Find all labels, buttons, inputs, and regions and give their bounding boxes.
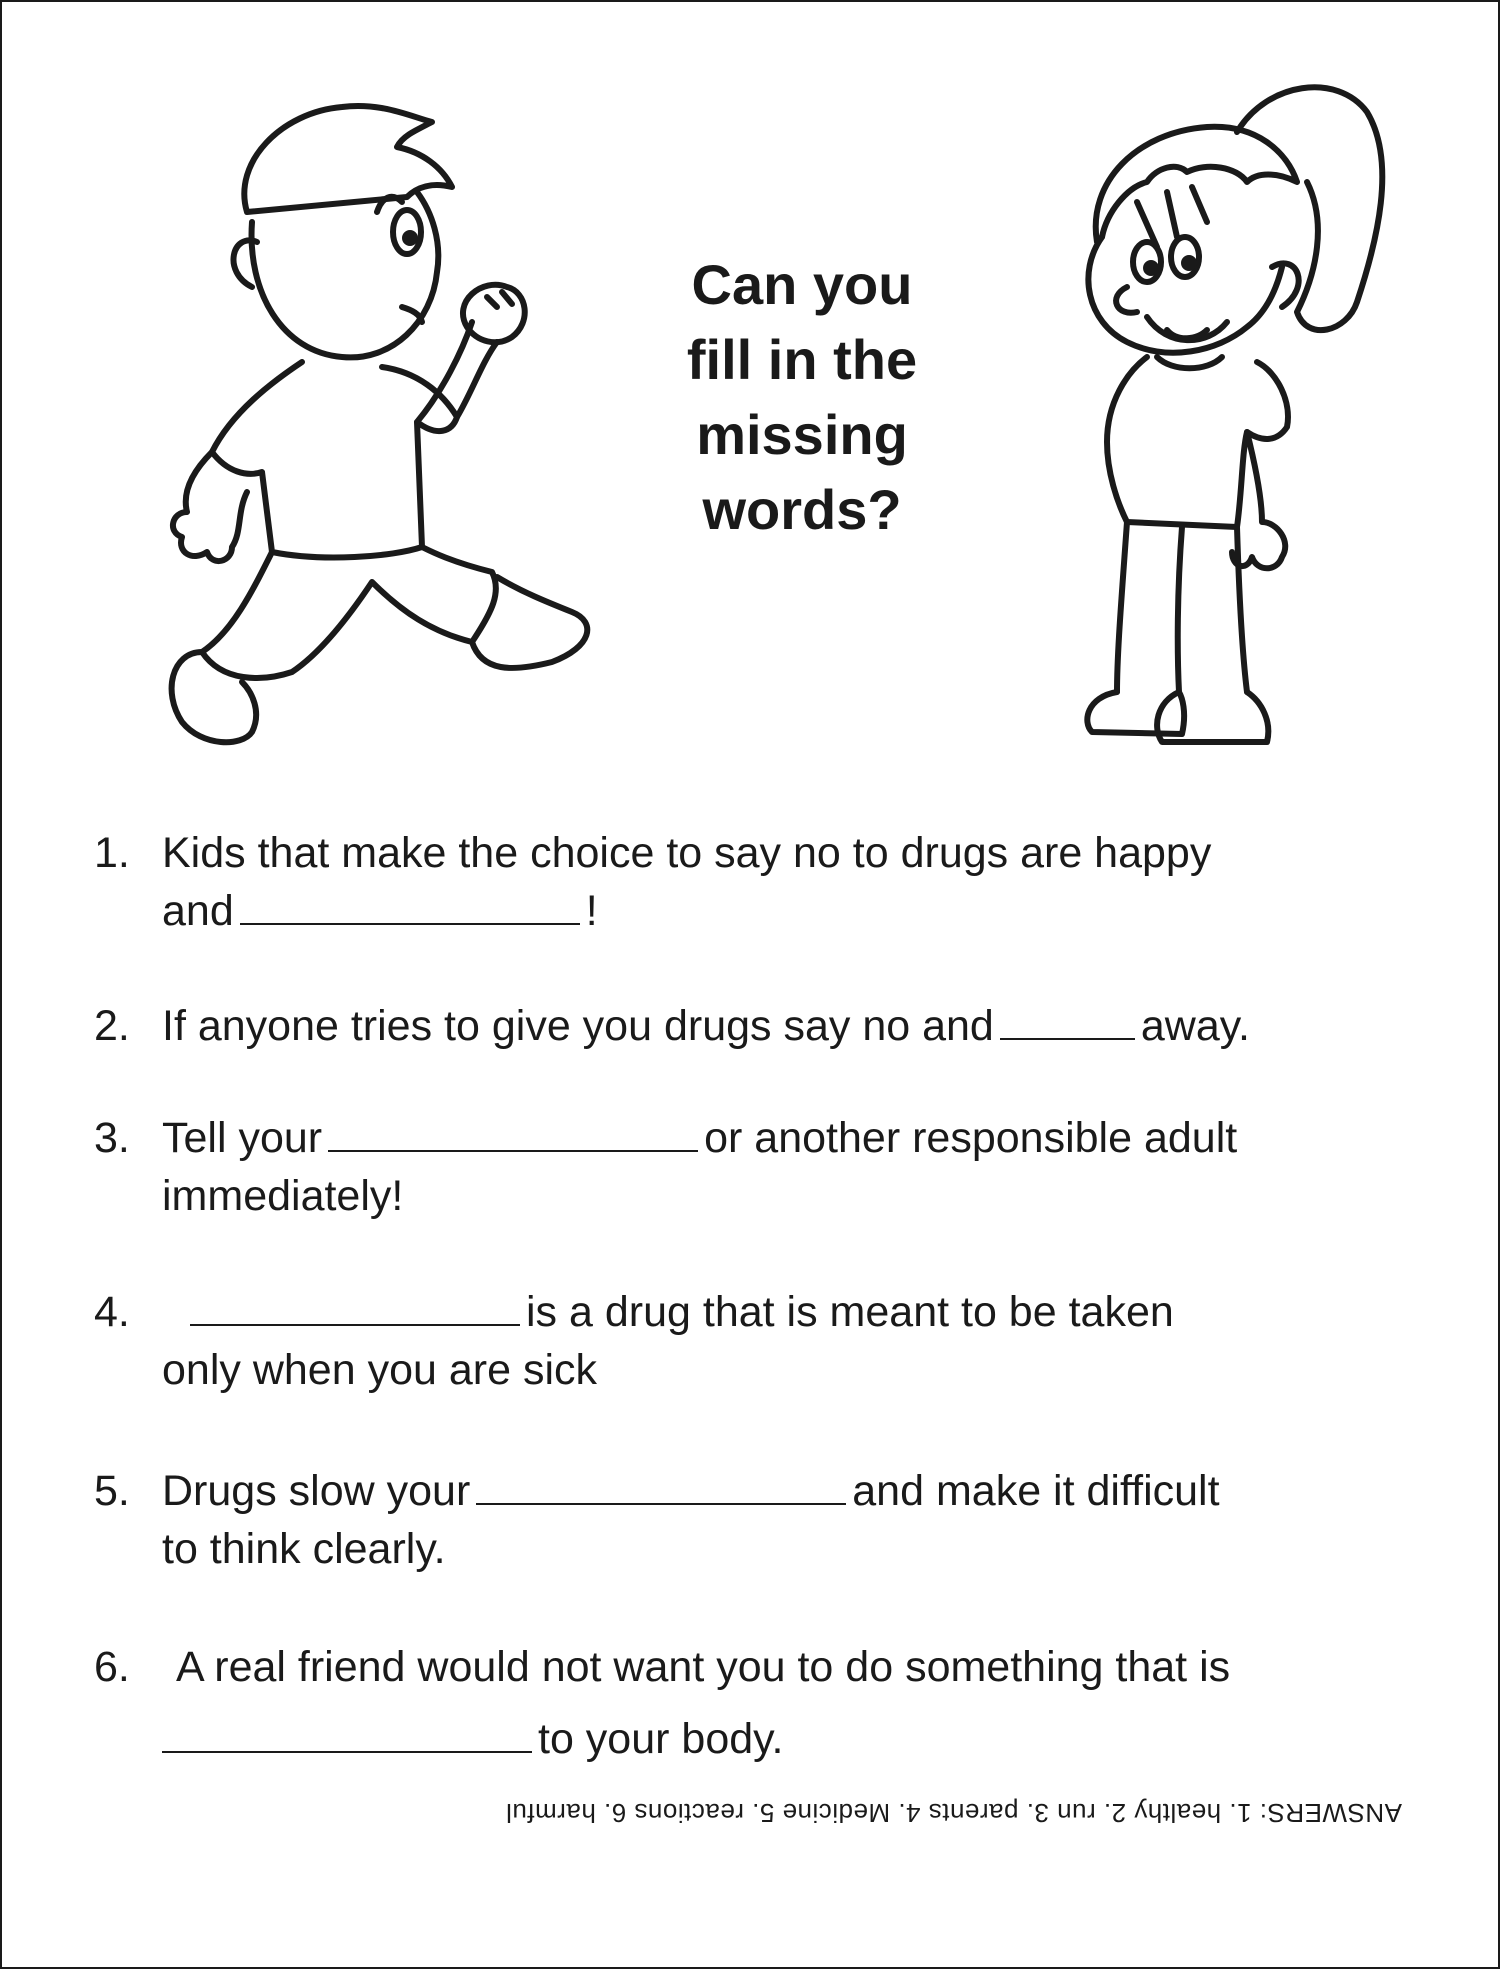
question-text: If anyone tries to give you drugs say no and [162, 1002, 994, 1050]
worksheet-title [632, 247, 972, 547]
question-text: Kids that make the choice to say no to drugs are happy [162, 829, 1212, 877]
title-line-1: Can you [691, 253, 913, 316]
question-text: and make it difficult [852, 1467, 1220, 1515]
question-text: away. [1140, 1002, 1250, 1050]
answer-blank[interactable] [476, 1463, 846, 1505]
title-line-4: words? [702, 478, 902, 541]
answer-blank[interactable] [162, 1711, 532, 1753]
question-number: 4. [94, 1288, 130, 1336]
question-text: is a drug that is meant to be taken [526, 1288, 1174, 1336]
answer-blank[interactable] [328, 1110, 698, 1152]
question-text: immediately! [162, 1172, 404, 1220]
title-line-3: missing [696, 403, 908, 466]
question-text: and [162, 887, 234, 935]
answer-blank[interactable] [240, 883, 580, 925]
question-text: or another responsible adult [704, 1114, 1238, 1162]
question-number: 2. [94, 1002, 130, 1050]
title-line-2: fill in the [686, 328, 918, 391]
answer-blank[interactable] [190, 1284, 520, 1326]
running-boy-illustration [152, 92, 592, 762]
question-text: to think clearly. [162, 1525, 446, 1573]
question-number: 3. [94, 1114, 130, 1162]
answer-blank[interactable] [1000, 998, 1135, 1040]
question-text: Tell your [162, 1114, 323, 1162]
question-text: A real friend would not want you to do something that is [176, 1643, 1231, 1691]
question-text: only when you are sick [162, 1346, 597, 1394]
question-number: 1. [94, 829, 130, 877]
smiling-girl-illustration [1007, 72, 1407, 752]
answer-key-upside-down: ANSWERS: 1. healthy 2. run 3. parents 4. Medicine 5. reactions 6. harmful [505, 1798, 1402, 1828]
question-number: 5. [94, 1467, 130, 1515]
question-number: 6. [94, 1643, 130, 1691]
question-text: to your body. [538, 1715, 784, 1763]
question-text: ! [585, 887, 598, 935]
question-text: Drugs slow your [162, 1467, 471, 1515]
